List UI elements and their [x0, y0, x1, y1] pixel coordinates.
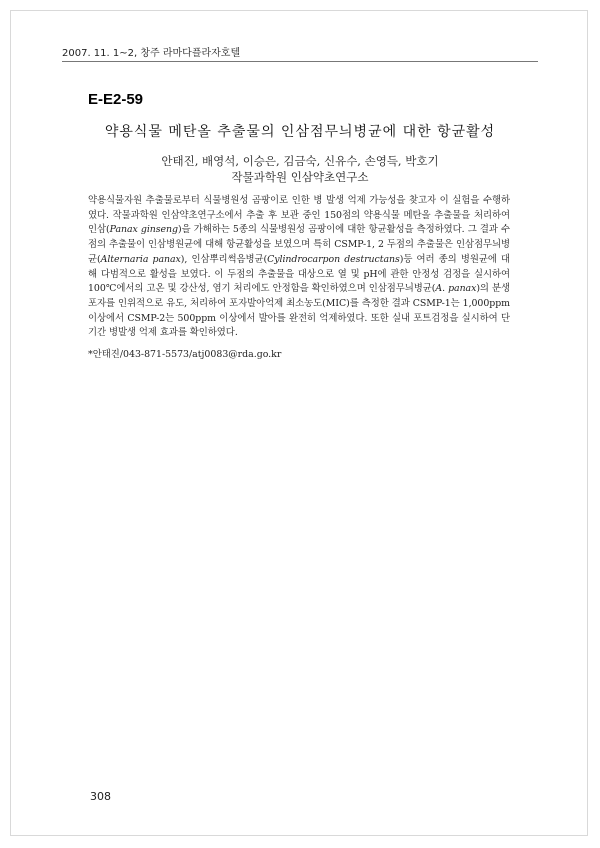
abstract-text: )을 가해하는 5종의 식물병원성 곰팡이에 대한 항균활성을 측정하였다. 그 결과 수점의 추출물이 인삼병원균에 대해 항균활성을 보였으며 특히 CSMP-1, 2 두점의 추출물은 인삼점무늬병균(: [88, 224, 511, 265]
species-name: Panax ginseng: [109, 224, 178, 236]
author-list: 안태진, 배영석, 이승은, 김금숙, 신유수, 손영득, 박호기: [161, 154, 439, 168]
paper-title: 약용식물 메탄올 추출물의 인삼점무늬병균에 대한 항균활성: [104, 124, 496, 140]
abstract-text: )등 여러 종의 병원균에 대해 다범적으로 활성을 보였다. 이 두점의 추출물을 대상으로 열 및 pH에 관한 안정성 검정을 실시하여 100℃에서의 고온 및 강산성, 염기 처리에도 안정함을 확인하였으며 인삼점무늬병균(: [88, 253, 510, 295]
header-rule: [62, 61, 538, 62]
abstract-text: 약용식물자원 추출물로부터 식물병원성 곰팡이로 인한 병 발생 억제 가능성을 찾고자 이 실험을 수행하였다. 작물과학원 인삼약초연구소에서 추출 후 보관 중인 150점의 약용식물 메탄올 추출물을 처리하여 인삼(: [88, 195, 510, 236]
species-name: Cylindrocarpon destructans: [267, 253, 400, 265]
abstract-text: ), 인삼뿌리썩음병균(: [180, 253, 268, 265]
species-name: A. panax: [435, 283, 477, 295]
abstract-body: [88, 194, 510, 341]
page-number: 308: [90, 790, 111, 803]
contact-info: *안태진/043-871-5573/atj0083@rda.go.kr: [88, 349, 282, 360]
species-name: Alternaria panax: [100, 253, 181, 265]
running-header: 2007. 11. 1~2, 창주 라마다플라자호텔: [62, 48, 241, 59]
abstract-text: )의 분생포자를 인위적으로 유도, 처리하여 포자발아억제 최소농도(MIC)를 측정한 결과 CSMP-1는 1,000ppm 이상에서 CSMP-2는 500ppm 이상에서 발아를 완전히 억제하였다. 또한 실내 포트검정을 실시하여 단기간 병발생 억제 효과를 확인하였다.: [88, 283, 510, 339]
affiliation: 작물과학원 인삼약초연구소: [231, 170, 369, 184]
abstract-code: E-E2-59: [88, 91, 144, 108]
